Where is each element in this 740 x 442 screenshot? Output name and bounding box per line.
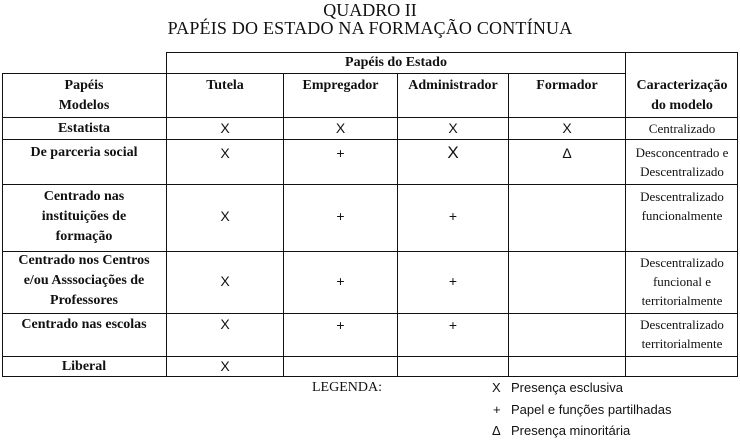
table-blank-corner-mask (0, 50, 2, 74)
row-model-label: e/ou Asssociações de (23, 273, 145, 288)
row-characterization: Descentralizado (640, 317, 724, 332)
row-characterization: funcionalmente (641, 208, 723, 223)
legend-symbol-x: X (492, 380, 501, 395)
column-header-caracterizacao: Caracterização (636, 78, 728, 93)
mark-x: X (562, 120, 572, 136)
column-header-empregador: Empregador (302, 78, 379, 93)
row-characterization: Desconcentrado e (635, 145, 729, 160)
column-header-do-modelo: do modelo (651, 98, 713, 113)
row-characterization: territorialmente (641, 336, 723, 351)
row-model-label: Estatista (57, 121, 111, 136)
row-characterization: Descentralizado (640, 164, 724, 179)
mark-x: X (447, 143, 459, 162)
table-blank-corner (0, 50, 166, 73)
row-characterization: Descentralizado (640, 255, 724, 270)
mark-x: X (220, 358, 230, 374)
legend-symbol-plus: + (493, 402, 501, 417)
mark-x: X (448, 120, 458, 136)
row-characterization: funcional e (652, 274, 712, 289)
mark-plus: + (336, 145, 345, 161)
row-model-label: De parceria social (30, 145, 138, 160)
row-model-label: Liberal (61, 359, 107, 374)
column-header-administrador: Administrador (408, 78, 498, 93)
legend-label: LEGENDA: (312, 380, 382, 395)
mark-plus: + (448, 208, 458, 224)
mark-x: X (220, 120, 230, 136)
mark-plus: + (336, 208, 345, 224)
mark-plus: + (336, 317, 345, 333)
row-model-label: Professores (50, 293, 118, 308)
mark-x: X (220, 208, 230, 224)
mark-plus: + (448, 317, 458, 333)
table-rule-left-top (2, 73, 167, 74)
table-subtitle: PAPÉIS DO ESTADO NA FORMAÇÃO CONTÍNUA (167, 18, 573, 38)
legend-text-minority: Presença minoritária (511, 423, 631, 438)
table-blank-corner-mask2 (2, 50, 166, 53)
corner-header-papeis: Papéis (64, 78, 104, 93)
column-header-tutela: Tutela (206, 78, 244, 93)
row-model-label: instituições de (41, 209, 127, 224)
row-model-label: formação (55, 229, 113, 244)
legend-text-shared: Papel e funções partilhadas (511, 402, 672, 417)
legend-text-exclusive: Presença esclusiva (511, 380, 623, 395)
mark-x: X (335, 120, 346, 136)
row-model-label: Centrado nos Centros (18, 253, 150, 268)
mark-plus: + (336, 273, 345, 289)
corner-header-modelos: Modelos (58, 98, 110, 113)
row-characterization: Descentralizado (640, 189, 724, 204)
mark-x: X (220, 316, 230, 332)
table-title: QUADRO II (323, 0, 417, 20)
group-header-papeis-do-estado: Papéis do Estado (345, 55, 447, 70)
row-characterization: Centralizado (648, 121, 716, 136)
legend-symbol-delta: Δ (492, 423, 501, 438)
row-characterization: territorialmente (641, 293, 723, 308)
mark-plus: + (448, 273, 458, 289)
row-model-label: Centrado nas (43, 189, 125, 204)
mark-x: X (220, 273, 230, 289)
mark-x: X (220, 145, 230, 161)
row-model-label: Centrado nas escolas (21, 317, 147, 332)
mark-delta: Δ (562, 145, 572, 161)
column-header-formador: Formador (536, 78, 598, 93)
